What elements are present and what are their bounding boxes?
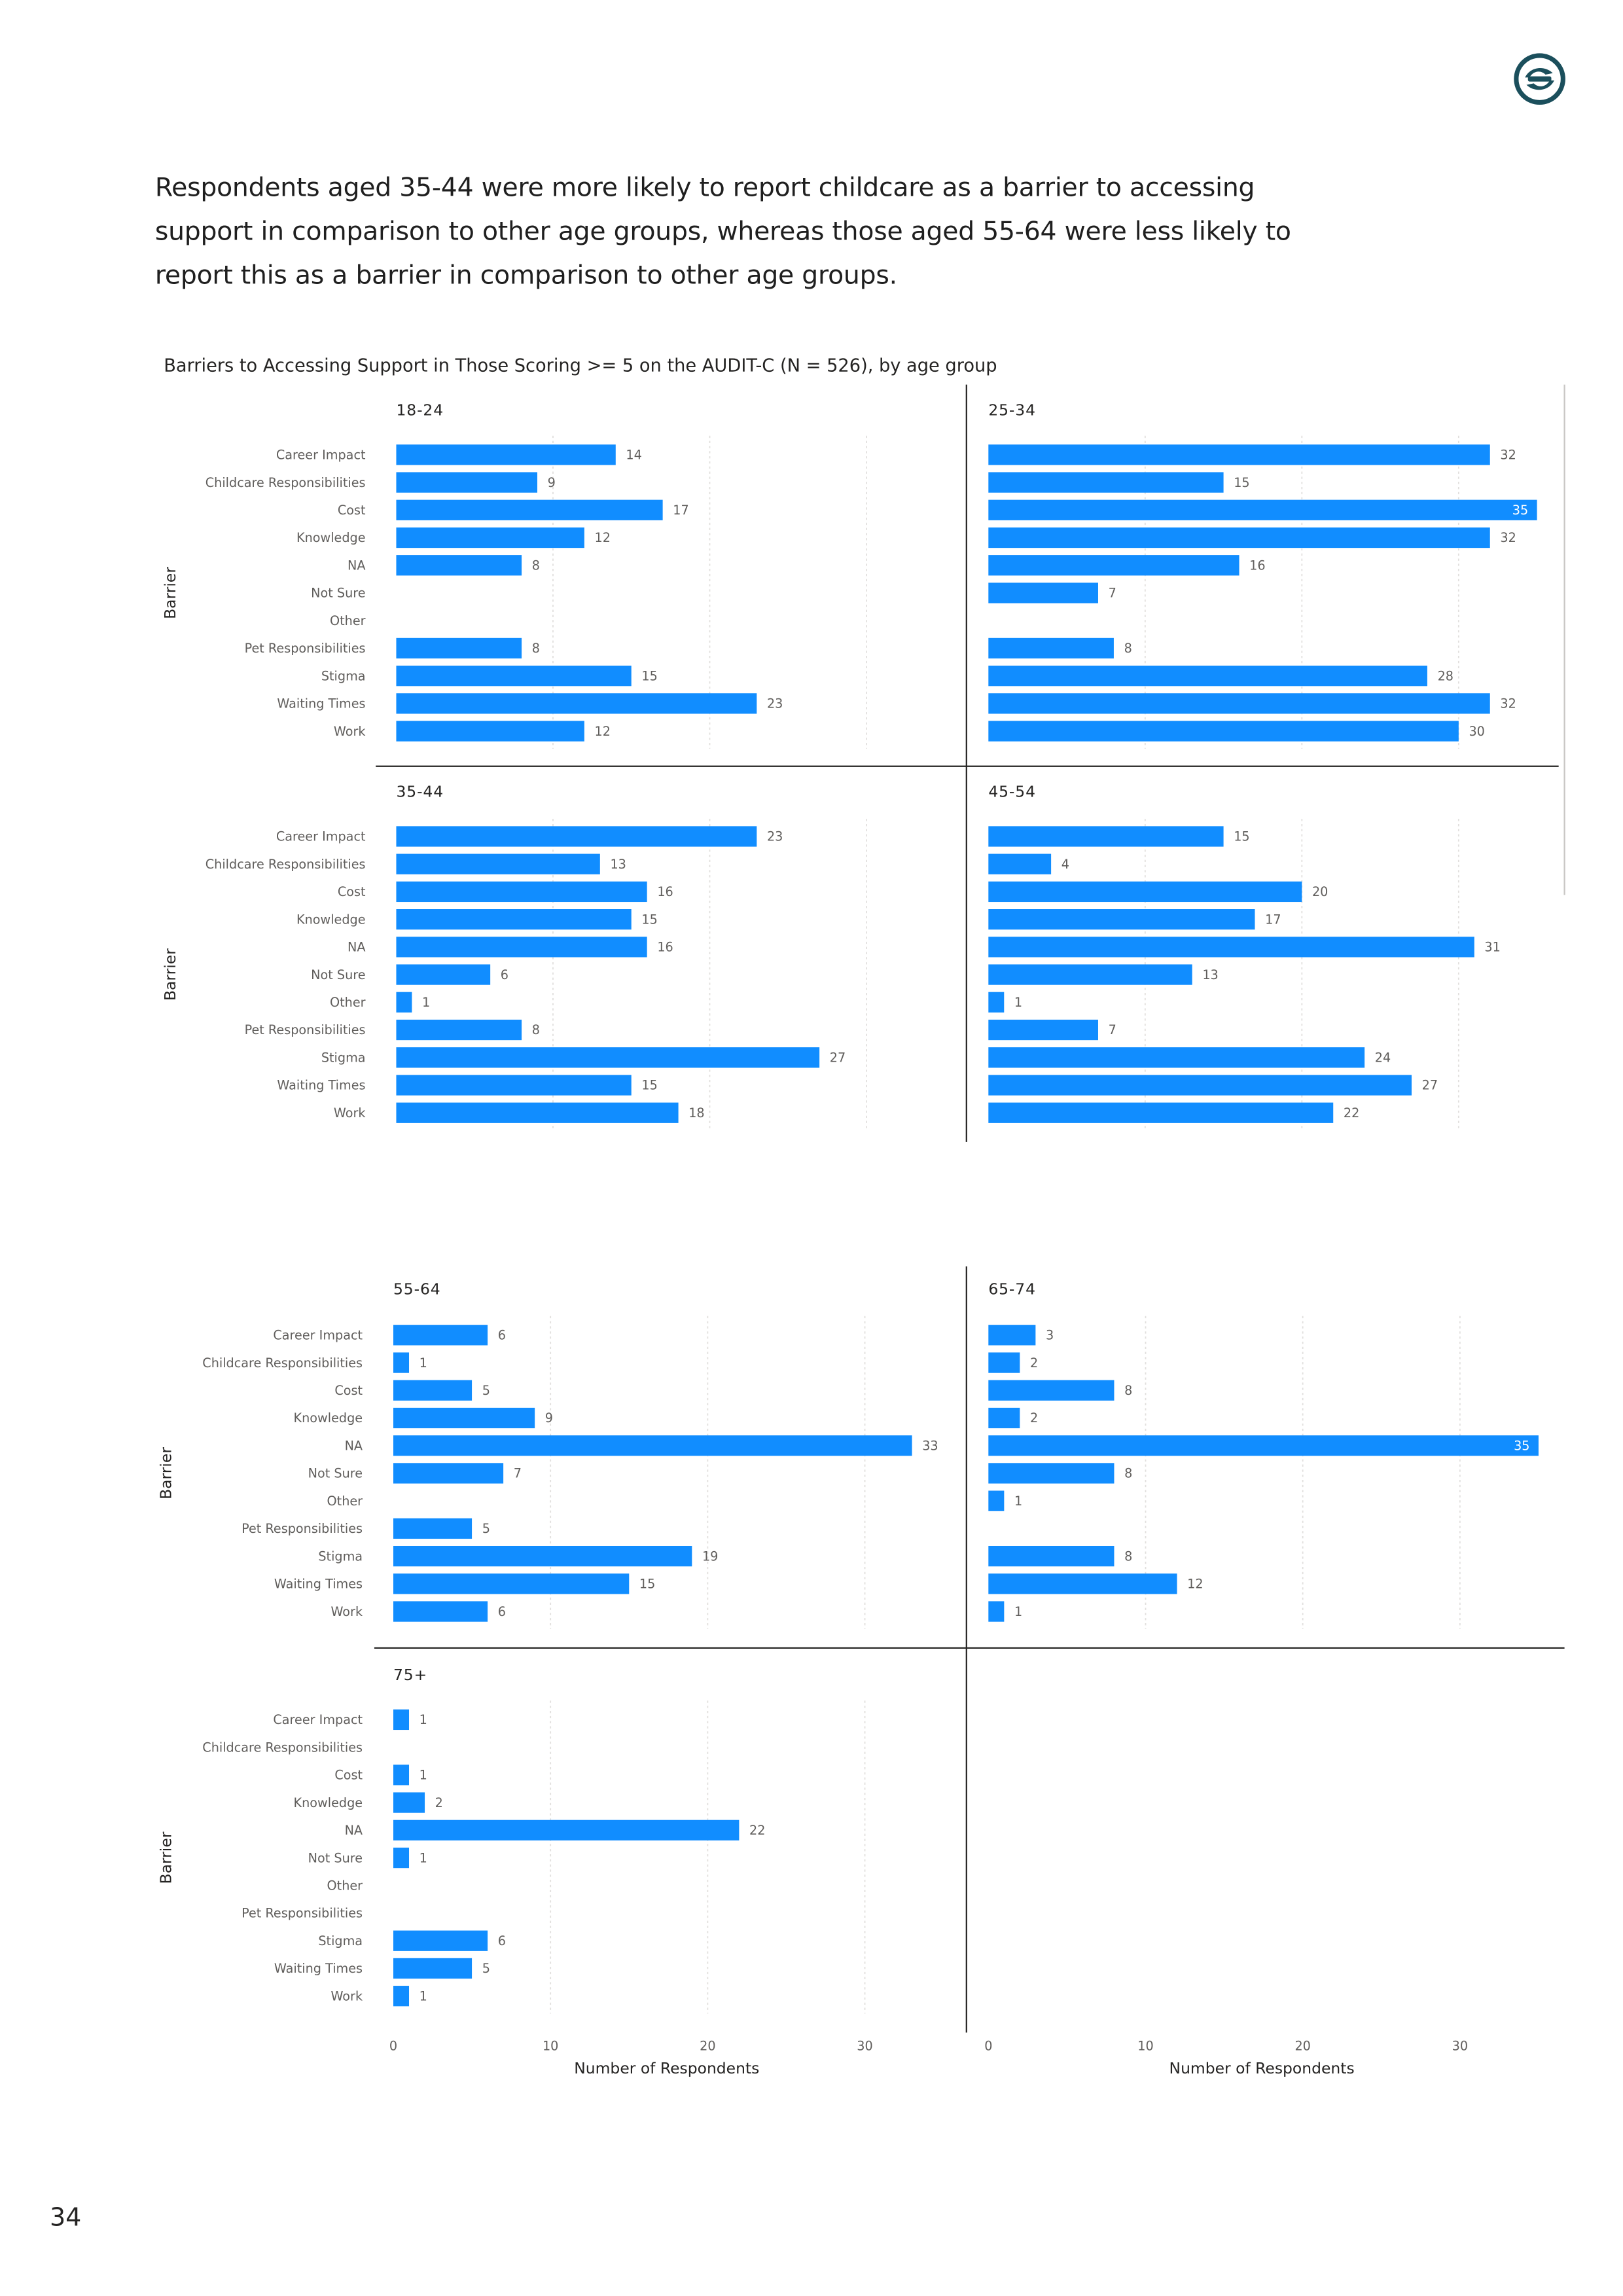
category-label: Career Impact bbox=[276, 447, 366, 463]
data-label: 5 bbox=[482, 1521, 490, 1537]
y-axis-title: Barrier bbox=[161, 567, 180, 619]
data-label: 15 bbox=[641, 912, 658, 927]
bar bbox=[988, 472, 1223, 492]
category-label: Not Sure bbox=[311, 585, 366, 601]
data-label: 15 bbox=[1234, 475, 1250, 490]
bar bbox=[393, 1765, 409, 1785]
bar bbox=[988, 583, 1098, 603]
data-label: 1 bbox=[422, 995, 431, 1011]
category-label: Not Sure bbox=[308, 1850, 363, 1866]
data-label: 1 bbox=[1014, 1493, 1023, 1509]
data-label: 28 bbox=[1437, 668, 1454, 684]
data-label: 5 bbox=[482, 1961, 490, 1977]
x-tick-label: 30 bbox=[857, 2038, 873, 2054]
data-label: 8 bbox=[1124, 1549, 1133, 1564]
data-label: 8 bbox=[531, 558, 540, 573]
bar bbox=[988, 1103, 1333, 1123]
bar bbox=[396, 937, 647, 957]
bar bbox=[393, 1710, 409, 1730]
data-label: 1 bbox=[419, 1355, 427, 1371]
x-axis-title: Number of Respondents bbox=[1169, 2059, 1355, 2078]
x-tick-label: 0 bbox=[984, 2038, 993, 2054]
bar bbox=[393, 1573, 629, 1594]
y-axis-title: Barrier bbox=[156, 1831, 175, 1884]
bar bbox=[393, 1408, 535, 1428]
data-label: 15 bbox=[641, 668, 658, 684]
panel-title: 25-34 bbox=[988, 401, 1036, 420]
bar bbox=[988, 1546, 1114, 1566]
bar bbox=[396, 721, 584, 741]
category-label: Childcare Responsibilities bbox=[202, 1355, 363, 1371]
bar bbox=[396, 1075, 631, 1095]
data-label: 13 bbox=[610, 856, 626, 872]
bar bbox=[988, 555, 1239, 575]
bar bbox=[988, 1435, 1539, 1456]
data-label: 27 bbox=[829, 1050, 846, 1066]
category-label: NA bbox=[344, 1823, 363, 1839]
data-label: 7 bbox=[1108, 1022, 1116, 1038]
data-label: 1 bbox=[1014, 1604, 1023, 1619]
bar bbox=[988, 1075, 1412, 1095]
bar bbox=[396, 1047, 819, 1067]
category-label: Work bbox=[333, 1105, 366, 1121]
data-label: 33 bbox=[922, 1438, 938, 1454]
bar bbox=[393, 1435, 912, 1456]
x-tick-label: 20 bbox=[700, 2038, 716, 2054]
data-label: 15 bbox=[1234, 829, 1250, 844]
panel-title: 55-64 bbox=[393, 1280, 441, 1299]
data-label: 4 bbox=[1061, 856, 1069, 872]
category-label: Cost bbox=[337, 884, 366, 900]
bar bbox=[396, 1020, 522, 1040]
bar bbox=[396, 638, 522, 658]
data-label: 8 bbox=[1124, 641, 1132, 656]
data-label: 30 bbox=[1469, 723, 1485, 739]
data-label: 8 bbox=[1124, 1465, 1133, 1481]
data-label: 1 bbox=[419, 1850, 427, 1866]
category-label: NA bbox=[348, 558, 366, 573]
data-label: 2 bbox=[435, 1795, 443, 1810]
bar bbox=[988, 1573, 1177, 1594]
bar bbox=[988, 1463, 1114, 1483]
bar bbox=[988, 528, 1489, 548]
data-label: 16 bbox=[657, 939, 673, 955]
data-label: 20 bbox=[1311, 884, 1329, 900]
data-label: 2 bbox=[1029, 1355, 1039, 1371]
panel-title: 18-24 bbox=[396, 401, 444, 420]
category-label: Waiting Times bbox=[274, 1961, 363, 1977]
chart-title: Barriers to Accessing Support in Those Scoring >= 5 on the AUDIT-C (N = 526), by age group bbox=[164, 355, 997, 376]
data-label: 17 bbox=[673, 502, 689, 518]
category-label: Career Impact bbox=[276, 829, 366, 844]
category-label: Other bbox=[330, 995, 366, 1011]
bar bbox=[988, 937, 1474, 957]
category-label: Waiting Times bbox=[274, 1576, 363, 1592]
bar bbox=[396, 666, 631, 686]
data-label: 12 bbox=[594, 530, 611, 546]
data-label: 22 bbox=[1343, 1105, 1360, 1121]
data-label: 27 bbox=[1421, 1077, 1438, 1093]
data-label: 1 bbox=[419, 1712, 427, 1728]
panel-title: 35-44 bbox=[396, 782, 444, 801]
data-label: 16 bbox=[657, 884, 673, 900]
bar bbox=[396, 693, 757, 713]
page-number: 34 bbox=[49, 2203, 82, 2233]
data-label: 3 bbox=[1046, 1327, 1054, 1343]
category-label: Work bbox=[330, 1604, 363, 1619]
category-label: Stigma bbox=[321, 1050, 366, 1066]
x-tick-label: 10 bbox=[542, 2038, 559, 2054]
category-label: Career Impact bbox=[273, 1327, 363, 1343]
bar bbox=[393, 1518, 472, 1539]
data-label: 15 bbox=[639, 1576, 656, 1592]
data-label: 1 bbox=[419, 1767, 427, 1783]
x-tick-label: 0 bbox=[389, 2038, 398, 2054]
category-label: Knowledge bbox=[293, 1795, 363, 1810]
category-label: Pet Responsibilities bbox=[244, 1022, 366, 1038]
data-label: 13 bbox=[1202, 967, 1219, 982]
data-label: 32 bbox=[1500, 530, 1516, 546]
bar bbox=[396, 964, 490, 984]
data-label: 2 bbox=[1029, 1410, 1039, 1426]
panel-title: 75+ bbox=[393, 1666, 428, 1685]
data-label: 23 bbox=[766, 696, 783, 711]
bar bbox=[393, 1958, 472, 1979]
panel-title: 45-54 bbox=[988, 782, 1036, 801]
bar bbox=[988, 826, 1223, 846]
bar bbox=[396, 826, 757, 846]
bar bbox=[393, 1463, 503, 1483]
data-label: 32 bbox=[1500, 447, 1516, 463]
data-label: 9 bbox=[544, 1410, 554, 1426]
data-label: 12 bbox=[594, 723, 611, 739]
category-label: Childcare Responsibilities bbox=[202, 1740, 363, 1755]
data-label: 1 bbox=[419, 1988, 427, 2004]
category-label: Waiting Times bbox=[277, 696, 366, 711]
category-label: Stigma bbox=[318, 1549, 363, 1564]
category-label: Other bbox=[327, 1878, 363, 1893]
bar bbox=[988, 1047, 1364, 1067]
data-label: 7 bbox=[1108, 585, 1116, 601]
bar bbox=[396, 992, 412, 1013]
bar bbox=[988, 1380, 1114, 1401]
data-label: 24 bbox=[1374, 1050, 1391, 1066]
category-label: Waiting Times bbox=[277, 1077, 366, 1093]
category-label: Stigma bbox=[318, 1933, 363, 1948]
data-label: 6 bbox=[500, 967, 509, 982]
data-label: 6 bbox=[497, 1933, 506, 1948]
x-axis-title: Number of Respondents bbox=[574, 2059, 760, 2078]
bar bbox=[988, 693, 1489, 713]
bar bbox=[393, 1848, 409, 1868]
data-label: 9 bbox=[547, 475, 556, 490]
bar bbox=[988, 638, 1114, 658]
category-label: Work bbox=[330, 1988, 363, 2004]
bar bbox=[988, 1020, 1098, 1040]
bar bbox=[393, 1380, 472, 1401]
data-label: 32 bbox=[1500, 696, 1516, 711]
data-label: 35 bbox=[1514, 1438, 1530, 1454]
category-label: Pet Responsibilities bbox=[241, 1905, 363, 1921]
data-label: 6 bbox=[497, 1327, 506, 1343]
category-label: Other bbox=[327, 1493, 363, 1509]
bar bbox=[396, 1103, 678, 1123]
bar bbox=[988, 444, 1489, 465]
bar bbox=[396, 528, 584, 548]
category-label: Childcare Responsibilities bbox=[205, 856, 366, 872]
panel-title: 65-74 bbox=[988, 1280, 1036, 1299]
data-label: 35 bbox=[1512, 502, 1529, 518]
bar bbox=[988, 964, 1192, 984]
bar bbox=[988, 1325, 1035, 1345]
category-label: Not Sure bbox=[311, 967, 366, 982]
category-label: Work bbox=[333, 723, 366, 739]
category-label: Knowledge bbox=[296, 530, 366, 546]
category-label: Pet Responsibilities bbox=[241, 1521, 363, 1537]
data-label: 1 bbox=[1014, 995, 1023, 1011]
data-label: 5 bbox=[482, 1382, 490, 1398]
category-label: Stigma bbox=[321, 668, 366, 684]
bar bbox=[396, 500, 662, 520]
bar bbox=[393, 1601, 488, 1621]
bar bbox=[988, 1352, 1020, 1372]
bar bbox=[396, 472, 537, 492]
bar bbox=[988, 1491, 1004, 1511]
bar bbox=[393, 1931, 488, 1951]
data-label: 12 bbox=[1187, 1576, 1204, 1592]
data-label: 22 bbox=[749, 1823, 766, 1839]
bar bbox=[393, 1820, 739, 1840]
category-label: Pet Responsibilities bbox=[244, 641, 366, 656]
x-tick-label: 30 bbox=[1452, 2038, 1469, 2054]
x-tick-label: 10 bbox=[1137, 2038, 1154, 2054]
data-label: 7 bbox=[513, 1465, 522, 1481]
bar bbox=[988, 666, 1427, 686]
data-label: 14 bbox=[626, 447, 642, 463]
bar bbox=[396, 444, 615, 465]
data-label: 8 bbox=[531, 1022, 540, 1038]
category-label: Not Sure bbox=[308, 1465, 363, 1481]
data-label: 17 bbox=[1265, 912, 1281, 927]
y-axis-title: Barrier bbox=[156, 1447, 175, 1499]
category-label: NA bbox=[348, 939, 366, 955]
bar bbox=[988, 854, 1051, 874]
bar bbox=[396, 909, 631, 929]
category-label: Cost bbox=[334, 1382, 363, 1398]
bar bbox=[396, 882, 647, 902]
data-label: 23 bbox=[766, 829, 783, 844]
bar bbox=[988, 909, 1255, 929]
data-label: 16 bbox=[1249, 558, 1266, 573]
category-label: Other bbox=[330, 613, 366, 628]
bar bbox=[988, 1601, 1004, 1621]
bar bbox=[988, 992, 1004, 1013]
category-label: Career Impact bbox=[273, 1712, 363, 1728]
bar bbox=[393, 1792, 425, 1812]
bar bbox=[396, 555, 522, 575]
category-label: Knowledge bbox=[293, 1410, 363, 1426]
bar bbox=[393, 1986, 409, 2006]
intro-paragraph: Respondents aged 35-44 were more likely to report childcare as a barrier to accessing support in comparison to other age groups, whereas those aged 55-64 were less likely to report this as a barrier in comparison to other age groups. bbox=[154, 173, 1291, 291]
bar bbox=[393, 1352, 409, 1372]
data-label: 6 bbox=[497, 1604, 506, 1619]
category-label: Cost bbox=[337, 502, 366, 518]
bar bbox=[988, 500, 1537, 520]
bar bbox=[393, 1325, 488, 1345]
bar bbox=[988, 882, 1302, 902]
category-label: NA bbox=[344, 1438, 363, 1454]
category-label: Knowledge bbox=[296, 912, 366, 927]
data-label: 8 bbox=[1124, 1382, 1133, 1398]
bar bbox=[396, 854, 599, 874]
x-tick-label: 20 bbox=[1294, 2038, 1311, 2054]
data-label: 31 bbox=[1484, 939, 1501, 955]
data-label: 15 bbox=[641, 1077, 658, 1093]
category-label: Childcare Responsibilities bbox=[205, 475, 366, 490]
data-label: 19 bbox=[702, 1549, 719, 1564]
bar bbox=[988, 721, 1459, 741]
category-label: Cost bbox=[334, 1767, 363, 1783]
bar bbox=[988, 1408, 1020, 1428]
bar bbox=[393, 1546, 692, 1566]
data-label: 18 bbox=[688, 1105, 705, 1121]
y-axis-title: Barrier bbox=[161, 948, 180, 1001]
data-label: 8 bbox=[531, 641, 540, 656]
